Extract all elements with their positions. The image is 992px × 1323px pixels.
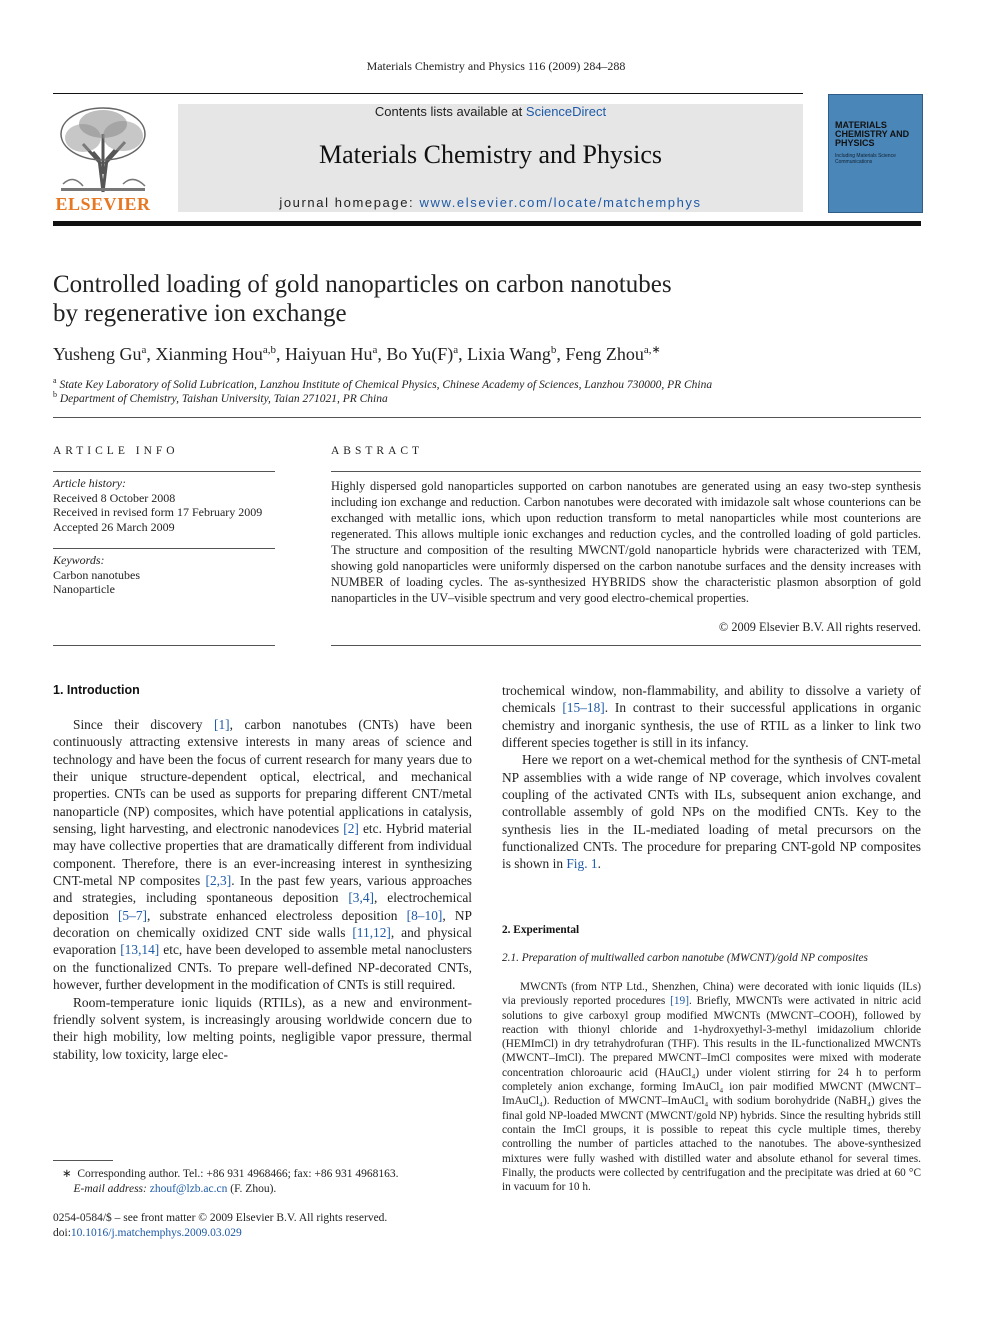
article-info-heading: ARTICLE INFO (53, 445, 179, 457)
corresponding-author-note (62, 1167, 482, 1196)
author-affiliation-mark: a,b (262, 344, 277, 356)
text-run: Since their discovery (73, 717, 215, 732)
article-info-bottom-rule (53, 645, 275, 646)
revised-date: Received in revised form 17 February 2009 (53, 505, 263, 519)
author-affiliation-mark: a,∗ (643, 344, 661, 356)
affiliation-text: State Key Laboratory of Solid Lubrication, Lanzhou Institute of Chemical Physics, Chinese Academy of Sciences, Lanzhou 730000, PR China (59, 378, 713, 391)
author-affiliation-mark: a (141, 344, 147, 356)
text-run: trochemical window, non-flammability, and ability to dissolve a variety of chemicals (502, 683, 921, 716)
contents-prefix: Contents lists available at (374, 104, 526, 119)
affiliation-a (53, 376, 712, 391)
doi-link[interactable]: 10.1016/j.matchemphys.2009.03.029 (70, 1226, 242, 1239)
author-separator: , (556, 344, 566, 364)
author-name: Bo Yu(F) (386, 344, 454, 364)
intro-paragraph-2-continued (502, 682, 921, 751)
keywords-label: Keywords: (53, 553, 105, 567)
text-run: . Briefly, MWCNTs were activated in nitric acid solutions to give carboxyl group modified MWCNTs (MWCNT–COOH), followed by reaction with thionyl chloride and 1-hydroxyethyl-3-methyl imidazolium chloride (HEMImCl) in dry tetrahydrofuran (THF). This results in the IL-functionalized MWCNTs (MWCNT–ImCl). The prepared MWCNT–ImCl composites were mixed with moderate concentration chloroauric acid (HAuCl₄) under violent stirring for 24 h to perform completely anion exchange, forming ImAuCl₄ ion pair modified MWCNT (MWCNT–ImAuCl₄). Reduction of MWCNT–ImAuCl₄ with sodium borohydride (NaBH₄) gives the final gold NP-loaded MWCNT (MWCNT/gold NP) hybrids. Since the resulting hybrids still contain the ImCl groups, it is possible to repeat this cycle multiple times, thereby controlling the number of particles attached to the nanotubes. The above-synthesized mixtures were fully washed with distilled water and absolute ethanol for several times. Finally, the products were collected by centrifugation and the precipitate was dried at 60 °C in vacuum for 10 h. (502, 995, 921, 1194)
abstract-text: Highly dispersed gold nanoparticles supported on carbon nanotubes are generated using an easy two-step synthesis including ion exchange and reduction. Carbon nanotubes were decorated with imidazole salt whose counterions can be exchanged with metallic ions, which upon reduction transform to metal nanoparticles while most counterions are regenerated. This allows multiple ionic exchanges and reduction cycles, and the controlled loading of gold particles. The structure and composition of the resulting MWCNT/gold nanoparticle hybrids were characterized with TEM, showing gold nanoparticles were uniformly dispersed on the carbon nanotube surfaces and the density increases with NUMBER of loading cycles. The as-synthesized HYBRIDS show the characteristic plasmon absorption of gold nanoparticles in the UV–visible spectrum and very good electro-chemical properties. (331, 479, 921, 605)
introduction-body-left (53, 716, 472, 1063)
elsevier-wordmark: ELSEVIER (55, 194, 151, 214)
abstract-copyright: © 2009 Elsevier B.V. All rights reserved. (718, 620, 921, 634)
footnote-rule (53, 1160, 113, 1161)
text-run: , substrate enhanced electroless deposition (146, 907, 407, 923)
abstract-rule (331, 471, 921, 472)
text-run: etc. Hybrid material may have collective properties that are dramatically different from individual component. Therefore, there is an ever-increasing interest in synthesizing CNT-metal NP composites (53, 821, 472, 889)
reference-link[interactable]: [1] (214, 717, 230, 732)
author-name: Yusheng Gu (53, 344, 142, 364)
email-suffix: (F. Zhou). (227, 1182, 277, 1195)
intro-paragraph-2: Room-temperature ionic liquids (RTILs), as a new and environment-friendly solvent system, is increasingly arousing worldwide concern due to their high mobility, low melting points, negligible vapor pressure, thermal stability, low toxicity, large elec- (53, 994, 472, 1062)
homepage-prefix: journal homepage: (279, 195, 420, 210)
affiliation-mark: a (53, 376, 57, 385)
affiliation-mark: b (53, 390, 57, 399)
reference-link[interactable]: [2,3] (205, 873, 232, 889)
keyword: Nanoparticle (53, 582, 115, 596)
author-name: Feng Zhou (565, 344, 644, 364)
reference-link[interactable]: [11,12] (352, 925, 391, 941)
reference-link[interactable]: [2] (343, 821, 359, 837)
doi-line (53, 1226, 493, 1241)
reference-link[interactable]: [15–18] (562, 700, 605, 716)
header-top-rule (53, 93, 803, 94)
keyword: Carbon nanotubes (53, 567, 140, 582)
header-thick-rule (53, 221, 921, 226)
email-label: E-mail address: (73, 1182, 150, 1195)
article-history (53, 476, 275, 534)
journal-cover-thumbnail (828, 94, 923, 213)
email-link[interactable]: zhouf@lzb.ac.cn (149, 1182, 228, 1195)
reference-link[interactable]: [3,4] (348, 890, 374, 906)
reference-link[interactable]: [8–10] (406, 907, 443, 923)
text-run: , electrochemical deposition (53, 890, 472, 923)
reference-link[interactable]: [5–7] (117, 907, 147, 923)
affiliation-rule (53, 417, 921, 418)
doi-label: doi: (53, 1226, 71, 1239)
homepage-link[interactable]: www.elsevier.com/locate/matchemphys (419, 195, 702, 210)
figure-link[interactable]: Fig. 1 (566, 856, 598, 872)
reference-link[interactable]: [19] (670, 995, 689, 1008)
text-run: , NP decoration on chemically oxidized CNT side walls (53, 907, 472, 941)
cover-subtitle: Including Materials Science Communications (835, 153, 896, 165)
keywords-block (53, 553, 275, 597)
sciencedirect-link[interactable]: ScienceDirect (525, 104, 607, 119)
author-affiliation-mark: b (550, 344, 557, 356)
title-line-1: Controlled loading of gold nanoparticles on carbon nanotubes (53, 271, 672, 298)
contents-line (178, 104, 803, 119)
text-run: , and physical evaporation (53, 925, 472, 958)
author-name: Haiyuan Hu (285, 344, 373, 364)
intro-paragraph-1 (53, 716, 472, 994)
author-name: Lixia Wang (467, 344, 551, 364)
text-run: MWCNTs (from NTP Ltd., Shenzhen, China) were decorated with ionic liquids (ILs) via previously reported procedures (502, 981, 921, 1008)
journal-citation: Materials Chemistry and Physics 116 (2009) 284–288 (366, 59, 626, 73)
journal-name: Materials Chemistry and Physics (318, 140, 662, 169)
author-affiliation-mark: a (453, 344, 459, 356)
experimental-body (502, 980, 921, 1194)
experimental-paragraph (502, 980, 921, 1194)
cover-title: MATERIALS CHEMISTRY AND PHYSICS (835, 120, 910, 148)
author-list (53, 343, 933, 365)
abstract-bottom-rule (331, 645, 921, 646)
text-run: . In the past few years, various approaches and strategies, including spontaneous deposition (53, 873, 472, 906)
text-run: . In contrast to their successful applications in organic chemistry and inorganic synthesis, the use of RTIL as a linker to link two different species together is still in its infancy. (502, 700, 921, 751)
author-separator: , (146, 344, 156, 364)
text-run: Here we report on a wet-chemical method for the synthesis of CNT-metal NP assemblies with a wide range of NP coverage, which involves covalent coupling of the activated CNTs with ILs, subsequent anion exchange, and controllable assembly of gold NPs on the modified CNTs. Key to the synthesis lies in the IL-mediated loading of metal precursors on the functionalized CNTs. The procedure for preparing CNT-gold NP composites is shown in (502, 752, 921, 872)
journal-homepage (178, 195, 803, 210)
elsevier-tree-logo (53, 104, 153, 194)
reference-link[interactable]: [13,14] (120, 942, 160, 958)
subsection-heading: 2.1. Preparation of multiwalled carbon nanotube (MWCNT)/gold NP composites (502, 952, 868, 964)
author-separator: , (458, 344, 468, 364)
text-run: etc, have been developed to assemble metal nanoclusters on the functionalized CNTs. To prepare well-defined NP-decorated CNTs, however, further development in the modification of CNTs is still required. (53, 942, 472, 993)
accepted-date: Accepted 26 March 2009 (53, 519, 175, 534)
history-label: Article history: (53, 476, 126, 490)
author-affiliation-mark: a (372, 344, 378, 356)
author-separator: , (377, 344, 387, 364)
keywords-rule (53, 548, 275, 549)
text-run: , carbon nanotubes (CNTs) have been continuously attracting extensive interests in many areas of science and technology and have been the focus of current research for many years due to their unique structure-dependent optical, electrical, and mechanical properties. CNTs can be used as supports for preparing different CNT/metal nanoparticle (NP) composites, which have potential applications in catalysis, sensing, light harvesting, and electronic nanodevices (53, 717, 473, 837)
title-line-2: by regenerative ion exchange (53, 300, 347, 327)
issn-line: 0254-0584/$ – see front matter © 2009 Elsevier B.V. All rights reserved. (53, 1212, 388, 1224)
section-heading-introduction: 1. Introduction (53, 683, 140, 697)
abstract-heading: ABSTRACT (331, 445, 424, 457)
author-separator: , (276, 344, 286, 364)
footnote-mark: ∗ (62, 1168, 72, 1180)
introduction-body-right (502, 682, 921, 873)
corresponding-author-text: Corresponding author. Tel.: +86 931 4968466; fax: +86 931 4968163. (77, 1168, 399, 1180)
text-run: . (597, 856, 601, 872)
received-date: Received 8 October 2008 (53, 490, 176, 505)
intro-paragraph-3 (502, 751, 921, 872)
section-heading-experimental: 2. Experimental (502, 924, 580, 936)
article-title (53, 270, 853, 328)
affiliation-text: Department of Chemistry, Taishan University, Taian 271021, PR China (59, 392, 388, 405)
affiliation-b (53, 390, 388, 405)
front-matter-note (53, 1211, 493, 1240)
article-info-rule (53, 471, 275, 472)
author-name: Xianming Hou (155, 344, 263, 364)
